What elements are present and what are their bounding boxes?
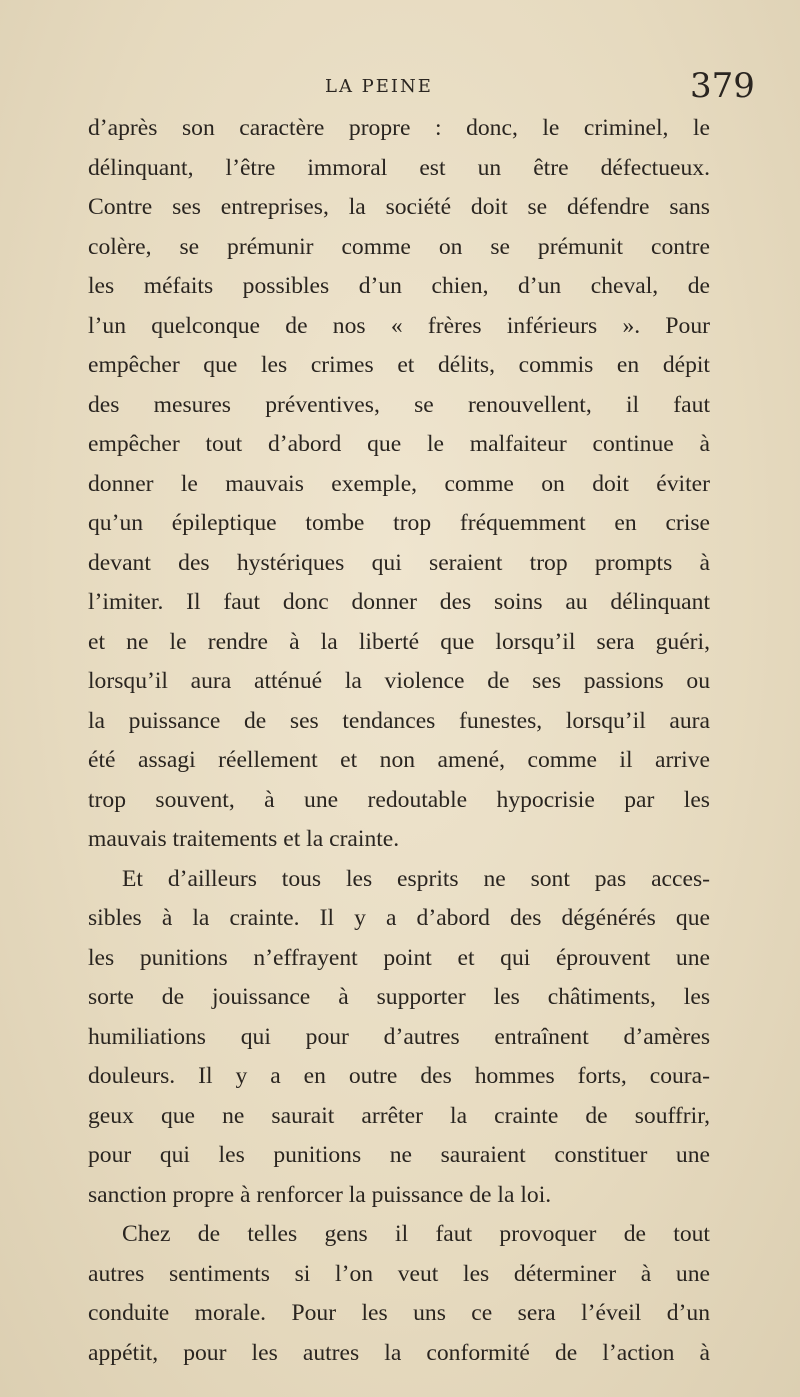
text-line: l’un quelconque de nos « frères inférieurs ». Pour	[88, 312, 710, 339]
text-line: délinquant, l’être immoral est un être défectueux.	[88, 154, 710, 181]
text-line: sibles à la crainte. Il y a d’abord des dégénérés que	[88, 905, 710, 931]
text-line: donner le mauvais exemple, comme on doit éviter	[88, 470, 710, 497]
paragraph-end-line: mauvais traitements et la crainte.	[88, 826, 400, 852]
text-line: lorsqu’il aura atténué la violence de ses passions ou	[88, 668, 710, 694]
text-line: empêcher tout d’abord que le malfaiteur continue à	[88, 431, 710, 457]
text-line: geux que ne saurait arrêter la crainte de souffrir,	[88, 1102, 710, 1129]
text-line: Contre ses entreprises, la société doit se défendre sans	[88, 194, 710, 220]
text-line: la puissance de ses tendances funestes, lorsqu’il aura	[88, 707, 710, 734]
text-line: conduite morale. Pour les uns ce sera l’éveil d’un	[88, 1300, 710, 1326]
paragraph-start-line: Chez de telles gens il faut provoquer de tout	[122, 1221, 710, 1247]
text-line: les punitions n’effrayent point et qui éprouvent une	[88, 944, 710, 971]
text-line: qu’un épileptique tombe trop fréquemment en crise	[88, 510, 710, 536]
text-line: colère, se prémunir comme on se prémunit contre	[88, 233, 710, 260]
text-line: trop souvent, à une redoutable hypocrisie par les	[88, 786, 710, 813]
paragraph-end-line: sanction propre à renforcer la puissance de la loi.	[88, 1181, 552, 1208]
body-text	[88, 109, 710, 1373]
text-line: l’imiter. Il faut donc donner des soins au délinquant	[88, 589, 710, 615]
text-line: sorte de jouissance à supporter les châtiments, les	[88, 984, 710, 1010]
text-line: et ne le rendre à la liberté que lorsqu’il sera guéri,	[88, 628, 710, 655]
text-line: appétit, pour les autres la conformité de l’action à	[88, 1339, 710, 1366]
text-line: empêcher que les crimes et délits, commis en dépit	[88, 352, 710, 378]
text-line: d’après son caractère propre : donc, le criminel, le	[88, 115, 710, 141]
text-line: devant des hystériques qui seraient trop prompts à	[88, 549, 710, 576]
text-line: été assagi réellement et non amené, comme il arrive	[88, 747, 710, 773]
running-title: LA PEINE	[325, 76, 433, 97]
paragraph-start-line: Et d’ailleurs tous les esprits ne sont pas acces-	[122, 865, 710, 892]
text-line: douleurs. Il y a en outre des hommes forts, coura-	[88, 1063, 710, 1089]
text-line: autres sentiments si l’on veut les déterminer à une	[88, 1260, 710, 1287]
text-line: des mesures préventives, se renouvellent, il faut	[88, 391, 710, 418]
text-line: pour qui les punitions ne sauraient constituer une	[88, 1142, 710, 1168]
running-header	[0, 62, 800, 112]
text-line: humiliations qui pour d’autres entraînent d’amères	[88, 1023, 710, 1050]
text-line: les méfaits possibles d’un chien, d’un cheval, de	[88, 273, 710, 299]
page-number: 379	[690, 66, 755, 106]
